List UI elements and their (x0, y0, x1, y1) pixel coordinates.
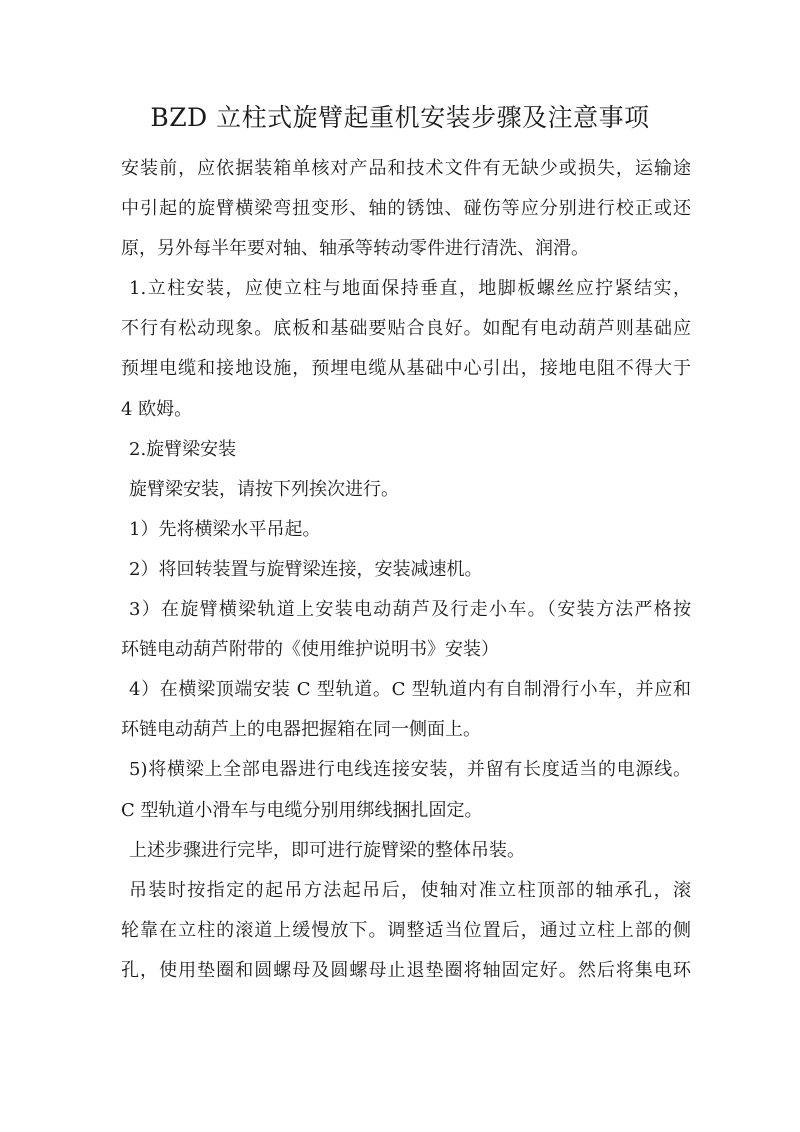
text-line: 3）在旋臂横梁轨道上安装电动葫芦及行走小车。（安装方法严格按 (129, 599, 691, 621)
text-line: 预埋电缆和接地设施，预埋电缆从基础中心引出，接地电阻不得大于 (121, 358, 691, 380)
text-line: 吊装时按指定的起吊方法起吊后，使轴对准立柱顶部的轴承孔，滚 (129, 879, 691, 901)
text-line: 2.旋臂梁安装 (129, 438, 237, 460)
text-line: 2）将回转装置与旋臂梁连接，安装减速机。 (129, 558, 483, 580)
text-line: 4）在横梁顶端安装 C 型轨道。C 型轨道内有自制滑行小车，并应和 (129, 679, 691, 701)
text-line: 中引起的旋臂横梁弯扭变形、轴的锈蚀、碰伤等应分别进行校正或还 (121, 198, 691, 220)
text-line: 4 欧姆。 (121, 398, 193, 420)
text-line: C 型轨道小滑车与电缆分别用绑线捆扎固定。 (121, 799, 483, 821)
text-line: 不行有松动现象。底板和基础要贴合良好。如配有电动葫芦则基础应 (121, 318, 691, 340)
text-line: 1）先将横梁水平吊起。 (129, 518, 321, 540)
text-line: 1.立柱安装，应使立柱与地面保持垂直，地脚板螺丝应拧紧结实， (129, 278, 691, 300)
page-title: BZD 立柱式旋臂起重机安装步骤及注意事项 (150, 103, 650, 132)
text-line: 安装前，应依据装箱单核对产品和技术文件有无缺少或损失，运输途 (121, 158, 691, 179)
text-line: 孔，使用垫圈和圆螺母及圆螺母止退垫圈将轴固定好。然后将集电环 (121, 959, 691, 981)
text-line: 环链电动葫芦上的电器把握箱在同一侧面上。 (121, 719, 481, 741)
text-line: 环链电动葫芦附带的《使用维护说明书》安装） (121, 639, 499, 661)
text-line: 上述步骤进行完毕，即可进行旋臂梁的整体吊装。 (129, 839, 525, 861)
text-line: 旋臂梁安装，请按下列挨次进行。 (129, 478, 399, 500)
document-body (121, 149, 691, 991)
text-line: 原，另外每半年要对轴、轴承等转动零件进行清洗、润滑。 (121, 238, 589, 260)
text-line: 5)将横梁上全部电器进行电线连接安装，并留有长度适当的电源线。 (129, 759, 691, 781)
text-line: 轮靠在立柱的滚道上缓慢放下。调整适当位置后，通过立柱上部的侧 (121, 919, 691, 941)
